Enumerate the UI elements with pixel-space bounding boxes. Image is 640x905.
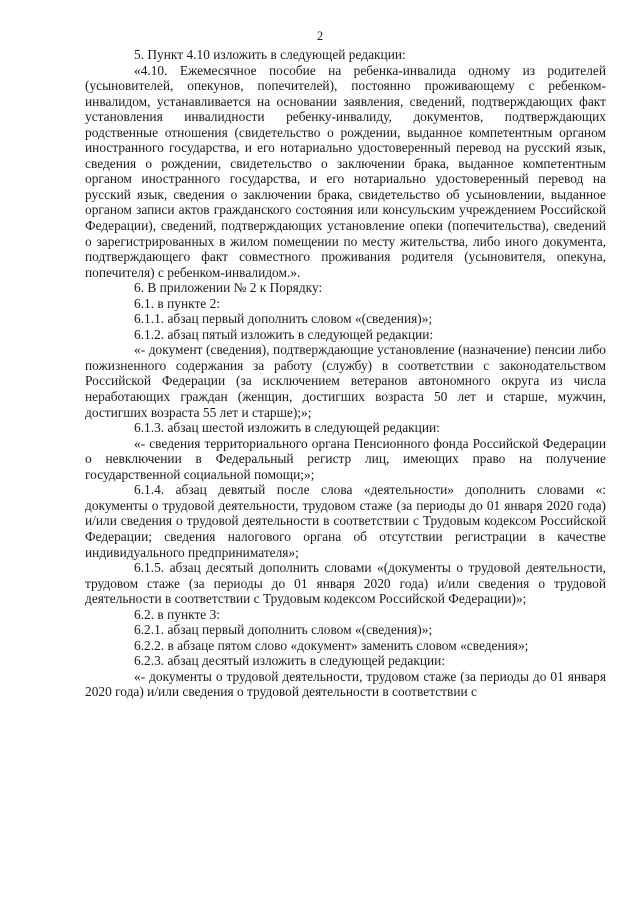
paragraph-6-1-3: 6.1.3. абзац шестой изложить в следующей редакции: [134,420,440,436]
paragraph-6-2-2: 6.2.2. в абзаце пятом слово «документ» заменить словом «сведения»; [134,637,529,653]
paragraph-6-1-2: 6.1.2. абзац пятый изложить в следующей редакции: [134,326,434,342]
paragraph-6-2-3: 6.2.3. абзац десятый изложить в следующей редакции: [134,653,446,669]
paragraph-6-2: 6.2. в пункте 3: [134,606,221,622]
paragraph-6-1-5: 6.1.5. абзац десятый дополнить словами «(документы о трудовой деятельности, трудовом стаже (за периоды до 01 января 2020 года) и/или сведения о трудовой деятельности в соответствии с Трудовым кодексом Российской Федерации)»; [85,560,606,607]
document-body [85,47,606,700]
paragraph-item-5: 5. Пункт 4.10 изложить в следующей редакции: [134,47,406,62]
paragraph-6-1: 6.1. в пункте 2: [134,295,221,311]
page-number: 2 [316,29,324,43]
paragraph-6-1-3-text: «- сведения территориального органа Пенсионного фонда Российской Федерации о невключении в Федеральный регистр лиц, имеющих право на получение государственной социальной помощи;»; [85,435,606,482]
paragraph-6-1-1: 6.1.1. абзац первый дополнить словом «(сведения)»; [134,311,433,327]
paragraph-6-2-1: 6.2.1. абзац первый дополнить словом «(сведения)»; [134,622,433,638]
paragraph-6-1-4: 6.1.4. абзац девятый после слова «деятельности» дополнить словами «: документы о трудовой деятельности, трудовом стаже (за периоды до 01 января 2020 года) и/или сведения о трудовой деятельности в соответствии с Трудовым кодексом Российской Федерации; сведения налогового органа об отсутствии регистрации в качестве индивидуального предпринимателя»; [85,482,606,560]
paragraph-item-6: 6. В приложении № 2 к Порядку: [134,280,323,296]
paragraph-6-2-3-text: «- документы о трудовой деятельности, трудовом стаже (за периоды до 01 января 2020 года) и/или сведения о трудовой деятельности в соответствии с [85,668,606,700]
paragraph-6-1-2-text: «- документ (сведения), подтверждающие установление (назначение) пенсии либо пожизненного содержания за работу (службу) в соответствии с законодательством Российской Федерации (за исключением ветеранов автономного округа из числа неработающих граждан (женщин, достигших возраста 50 лет и старше, мужчин, достигших возраста 55 лет и старше);»; [85,342,606,420]
paragraph-clause-4-10: «4.10. Ежемесячное пособие на ребенка-инвалида одному из родителей (усыновителей, опекунов, попечителей), постоянно проживающему с ребенком-инвалидом, устанавливается на основании заявления, сведений, подтверждающих факт установления инвалидности ребенку-инвалиду, документов, подтверждающих родственные отношения (свидетельство о рождении, выданное компетентным органом иностранного государства, и его нотариально удостоверенный перевод на русский язык, сведения о рождении, свидетельство о заключении брака, выданное компетентным органом иностранного государства, и его нотариально удостоверенный перевод на русский язык, сведения о заключении брака, свидетельство об усыновлении, выданное органом записи актов гражданского состояния или консульским учреждением Российской Федерации), сведений, подтверждающих установление опеки (попечительства), сведений о зарегистрированных в жилом помещении по месту жительства, либо иного документа, подтверждающего факт совместного проживания родителя (усыновителя, опекуна, попечителя) с ребенком-инвалидом.». [85,62,606,280]
